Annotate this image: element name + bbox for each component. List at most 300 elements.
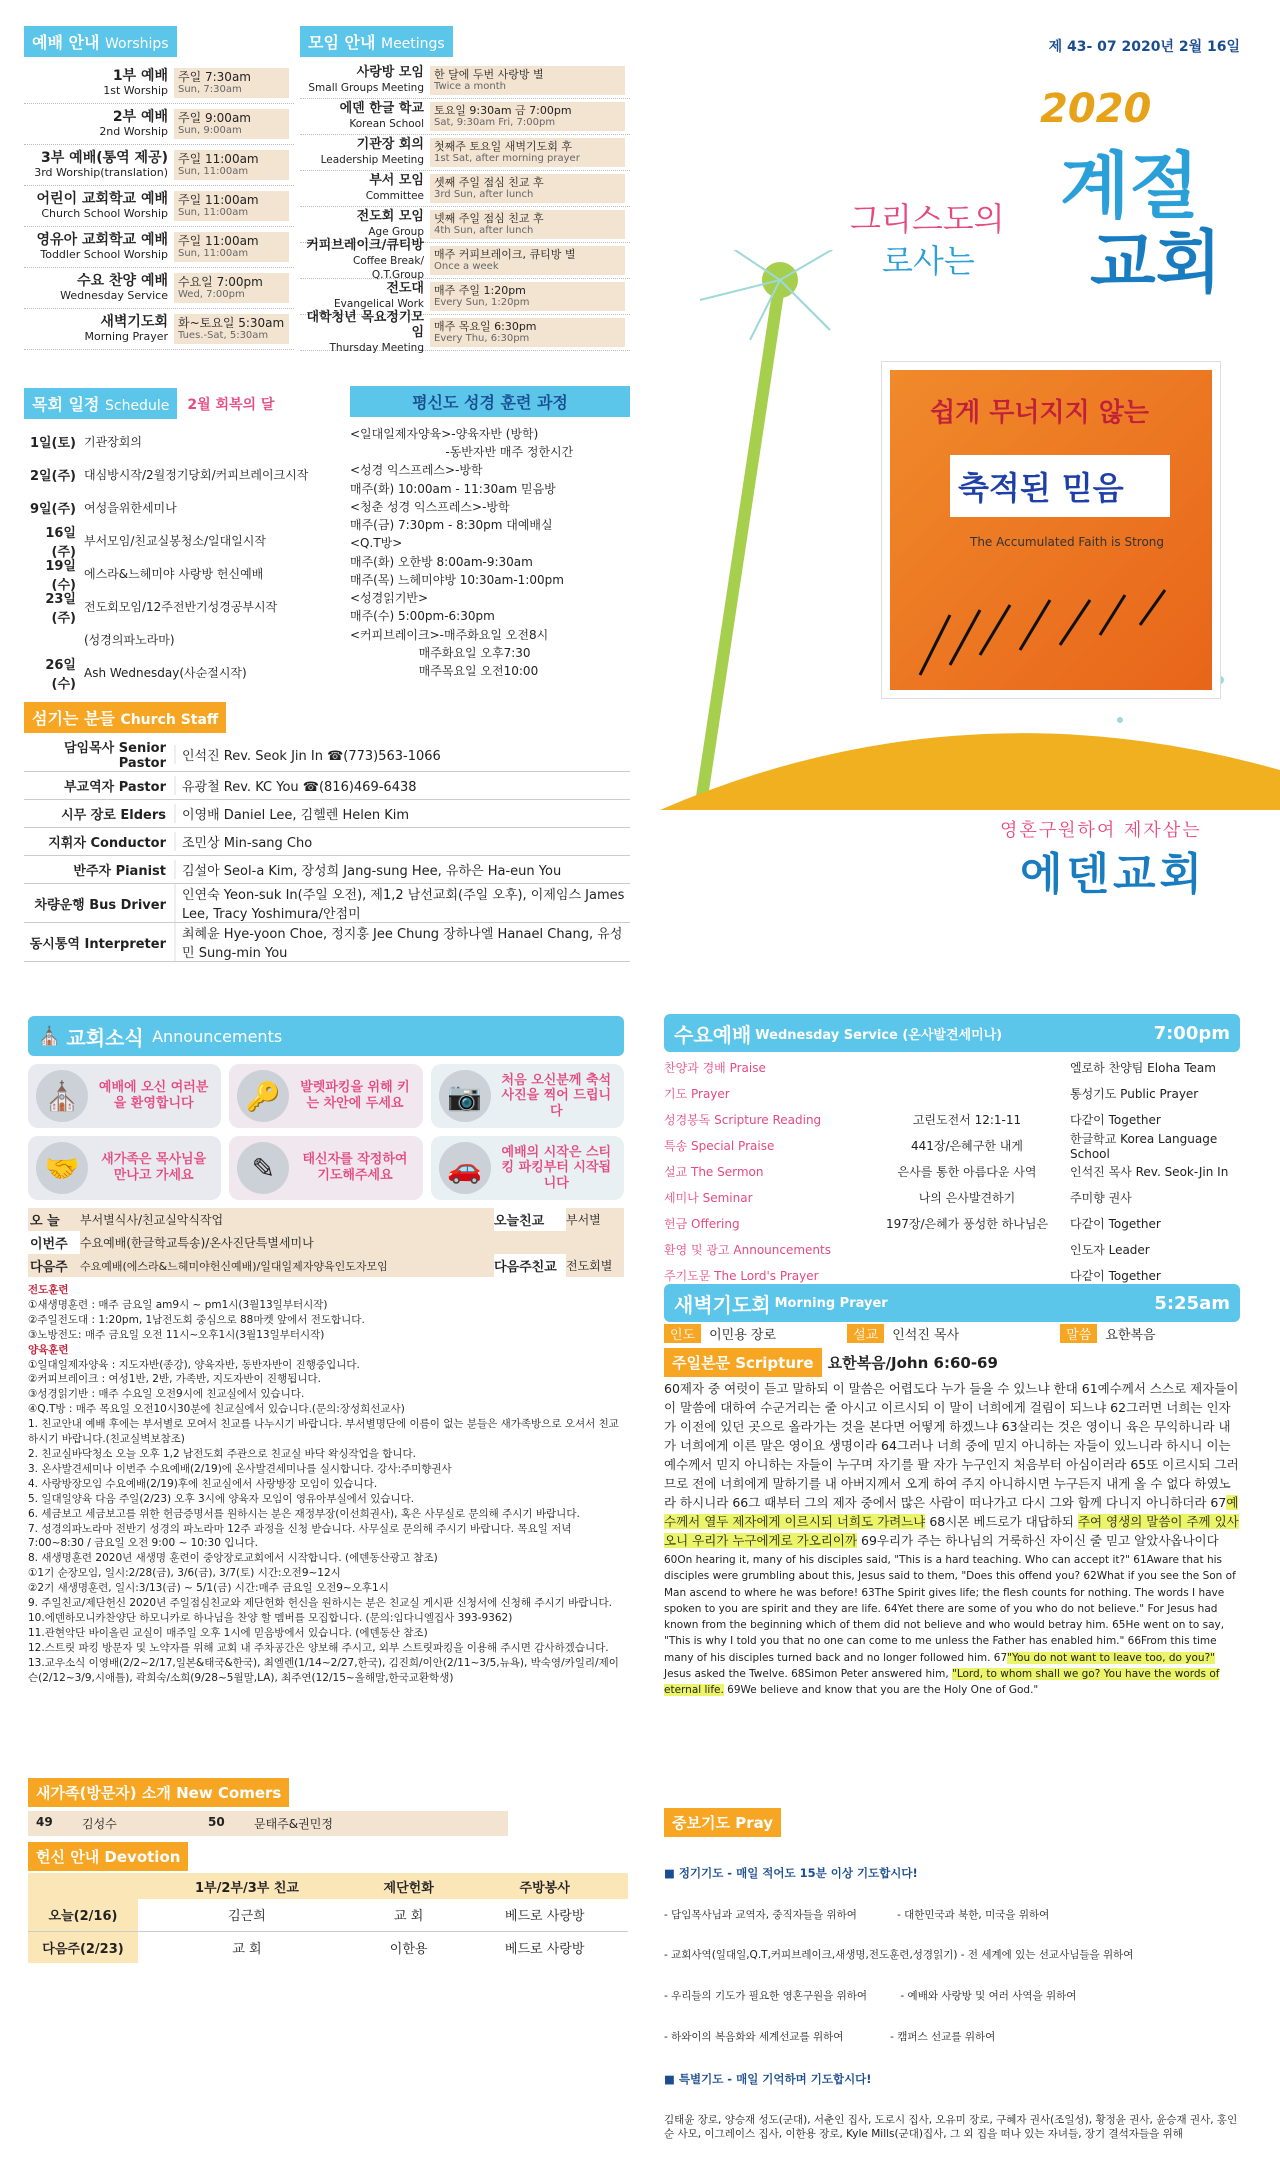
notice-line: ④Q.T방 : 매주 목요일 오전10시30분에 친교실에서 있습니다.(문의:장성희선교사) <box>28 1403 405 1416</box>
meeting-name <box>300 102 430 131</box>
staff-header: 섬기는 분들 Church Staff <box>24 702 226 733</box>
wednesday-leader: 엘로하 찬양팀 Eloha Team <box>1070 1060 1216 1075</box>
worship-time <box>174 232 289 262</box>
prayer-regular-title: ■ 정기기도 - 매일 적어도 15분 이상 기도합시다! <box>664 1866 918 1881</box>
meeting-time-ko: 토요일 9:30am 금 7:00pm <box>434 103 572 117</box>
meeting-time-en: Every Thu, 6:30pm <box>434 333 530 345</box>
staff-role: 시무 장로 Elders <box>61 808 166 823</box>
training-line: <Q.T방> <box>350 536 403 551</box>
wednesday-content: 은사를 통한 아름다운 사역 <box>897 1164 1037 1179</box>
phone: (808)739-1004 <box>830 906 1092 922</box>
staff-row <box>24 884 630 923</box>
meeting-name-ko: 에덴 한글 학교 <box>339 101 424 117</box>
announce-text: 발렛파킹을 위해 키는 차안에 두세요 <box>300 1080 410 1111</box>
worship-name <box>24 109 174 139</box>
devotion-cell: 교 회 <box>394 1909 424 1925</box>
worship-name <box>24 150 174 180</box>
devotion-header: 헌신 안내 Devotion <box>28 1842 188 1871</box>
worship-name <box>24 273 174 303</box>
worship-time <box>174 68 289 98</box>
issue-date: 제 43- 07 2020년 2월 16일 <box>1048 39 1240 55</box>
scripture-korean: 60제자 중 여럿이 듣고 말하되 이 말씀은 어렵도다 누가 들을 수 있느냐 한대 61예수께서 스스로 제자들이 이 말씀에 대하여 수군거리는 줄 아시고 이르시되 이 말이 너희에게 걸림이 되느냐 62그러면 너희는 인자가 이전에 있던 곳으로 올라가는 것을 본다면 어떻게 하겠느냐 63살리는 것은 영이니 육은 무익하니라 내가 너희에게 이른 말은 영이요 생명이라 64그러나 너희 중에 믿지 아니하는 자들이 있느니라 하시니 이는 예수께서 믿지 아니하는 자들이 누구며 자기를 팔 자가 누구인지 처음부터 아심이러라 65또 이르시되 그러므로 전에 너희에게 말하기를 내 아버지께서 오게 하여 주지 아니하시면 누구든지 내게 올 수 없다 하였노라 하시니라 66그 때부터 그의 제자 중에서 많은 사람이 떠나가고 다시 그와 함께 다니지 아니하더라 67예수께서 열두 제자에게 이르시되 너희도 가려느냐 68시몬 베드로가 대답하되 주여 영생의 말씀이 주께 있사오니 우리가 누구에게로 가오리이까 69우리가 주는 하나님의 거룩하신 자이신 줄 믿고 알았사옵나이다 <box>664 1381 1239 1548</box>
devotion-cell: 김근희 <box>228 1909 266 1925</box>
notice-line: 13.교우소식 이영배(2/2~2/17,일본&태국&한국), 최엘렌(1/14~2/27,한국), 김진희/이안(2/11~3/5,뉴욕), 박숙영/카일리/제이슨(2/12~3/9,시애틀), 곽희숙/소희(9/28~5월말,LA), 최주연(12/15~올해말,한국교환학생) <box>28 1656 619 1684</box>
training-line: -동반자반 매주 정한시간 <box>350 445 574 460</box>
website[interactable]: www.hawaiiedenchurch.org <box>830 958 1095 975</box>
training-line: <청춘 성경 익스프레스>-방학 <box>350 499 510 514</box>
announce-text: 새가족은 목사님을 만나고 가세요 <box>101 1152 207 1183</box>
notice-line: 3. 온사발견세미나 이번주 수요예배(2/19)에 온사발견세미나를 실시합니다. 강사:주미향권사 <box>28 1462 452 1475</box>
staff-role: 반주자 Pianist <box>73 864 166 879</box>
worship-name-ko: 1부 예배 <box>112 68 168 85</box>
wednesday-item: 기도 Prayer <box>664 1086 730 1101</box>
sermon-book-cover <box>882 362 1220 698</box>
meeting-name-ko: 전도대 <box>386 281 424 297</box>
worship-row <box>24 309 294 350</box>
prayer-line: 김태윤 장로, 양승재 성도(군대), 서춘인 집사, 도로시 집사, 오유미 장로, 구혜자 권사(조일성), 황정윤 권사, 윤승재 권사, 홍인순 사모, 이그레이스 집사, 이한용 장로, Kyle Mills(군대)집사, 그 외 집을 떠나 있는 자녀들, 장기 결석자들을 위해 <box>664 2114 1238 2141</box>
newcomer-number: 50 <box>208 1815 225 1829</box>
training-line: 매주(화) 오한방 8:00am-9:30am <box>350 554 533 569</box>
schedule-row <box>24 524 354 560</box>
handshake-icon: 🤝 <box>36 1142 88 1194</box>
meeting-time-en: Every Sun, 1:20pm <box>434 297 530 309</box>
schedule-section <box>24 388 354 692</box>
worship-time-en: Sun, 11:00am <box>178 248 249 260</box>
wednesday-item: 성경봉독 Scripture Reading <box>664 1112 822 1127</box>
staff-row <box>24 856 630 884</box>
scripture-section <box>664 1348 1240 1698</box>
wednesday-leader: 다같이 Together <box>1070 1268 1161 1283</box>
next-fellowship-label: 다음주친교 <box>494 1254 566 1277</box>
staff-role: 지휘자 Conductor <box>48 836 166 851</box>
wednesday-item: 세미나 Seminar <box>664 1190 753 1205</box>
key-icon: 🔑 <box>237 1070 289 1122</box>
worship-header: 예배 안내 Worships <box>24 26 177 57</box>
meeting-time <box>430 174 625 203</box>
training-section <box>350 386 630 680</box>
notice-line: 5. 일대일양육 다음 주일(2/23) 오후 3시에 양육자 모임이 영유아부실에서 있습니다. <box>28 1492 415 1505</box>
newcomer-number: 49 <box>36 1815 53 1829</box>
worship-time <box>174 191 289 221</box>
worship-name-en: Church School Worship <box>41 207 168 221</box>
eden-logo: eden <box>700 900 825 954</box>
training-line: <커피브레이크>-매주화요일 오전8시 <box>350 627 549 642</box>
worship-time-en: Wed, 7:00pm <box>178 289 245 301</box>
meetings-header: 모임 안내 Meetings <box>300 26 453 57</box>
notice-line: 양육훈련 <box>28 1343 69 1356</box>
morning-prayer-header: 새벽기도회 Morning Prayer 5:25am <box>664 1284 1240 1322</box>
meeting-time <box>430 210 625 239</box>
devotion-row-date: 다음주(2/23) <box>28 1931 138 1963</box>
sermon-label: 설교 <box>847 1324 884 1343</box>
meeting-name-en: Committee <box>365 190 424 203</box>
meeting-name-en: Thursday Meeting <box>329 341 424 354</box>
meeting-time-ko: 셋째 주일 점심 친교 후 <box>434 175 544 189</box>
today-fellowship: 부서별 <box>566 1213 601 1227</box>
announcements-section <box>28 1016 624 1685</box>
meeting-name <box>300 239 430 282</box>
book-subtitle: The Accumulated Faith is Strong <box>970 535 1165 549</box>
worship-row <box>24 227 294 268</box>
meeting-time-en: 1st Sat, after morning prayer <box>434 153 580 165</box>
schedule-date: 9일(주) <box>29 502 76 517</box>
worship-name-en: 2nd Worship <box>99 125 168 139</box>
book-title-main: 축적된 믿음 <box>950 455 1170 517</box>
worship-time-en: Sun, 7:30am <box>178 84 242 96</box>
church-icon: ⛪ <box>36 1070 88 1122</box>
worship-row <box>24 268 294 309</box>
worship-name <box>24 232 174 262</box>
wednesday-section <box>664 1014 1240 1288</box>
worship-name-ko: 2부 예배 <box>112 109 168 126</box>
meeting-time-en: Once a week <box>434 261 499 273</box>
leader-label: 인도 <box>664 1324 701 1343</box>
morning-text: 요한복음 <box>1105 1328 1156 1343</box>
worship-time-ko: 주일 11:00am <box>178 233 259 248</box>
meeting-row <box>300 99 630 135</box>
church-title-bottom: 교회 <box>1090 224 1222 303</box>
wednesday-row <box>664 1184 1240 1210</box>
notice-line: 10.에덴하모니카찬양단 하모니카로 하나님을 찬양 할 멤버를 모집합니다. (문의:임다니엘집사 393-9362) <box>28 1611 513 1624</box>
training-line: 매주(수) 5:00pm-6:30pm <box>350 609 495 624</box>
announce-card <box>229 1136 422 1200</box>
announce-card <box>431 1136 624 1200</box>
meeting-name-ko: 커피브레이크/큐티방 <box>306 238 424 254</box>
wednesday-leader: 주미향 권사 <box>1070 1190 1132 1205</box>
worship-name <box>24 314 174 344</box>
notice-line: ①일대일제자양육 : 지도자반(종강), 양육자반, 동반자반이 진행중입니다. <box>28 1358 360 1371</box>
today-value: 부서별식사/친교실악식작업 <box>80 1213 224 1227</box>
devotion-row-date: 오늘(2/16) <box>28 1899 138 1931</box>
contact-block <box>830 906 1170 976</box>
wednesday-leader: 한글학교 Korea Language School <box>1070 1131 1218 1161</box>
tagline: 영혼구원하여 제자삼는 <box>1000 820 1202 841</box>
announcements-header: ⛪ 교회소식 Announcements <box>28 1016 624 1056</box>
staff-role: 부교역자 Pastor <box>63 780 166 795</box>
staff-name: 이영배 Daniel Lee, 김헬렌 Helen Kim <box>174 804 630 823</box>
prayer-line: - 우리들의 기도가 필요한 영혼구원을 위하여 - 예배와 사랑방 및 여러 사역을 위하여 <box>664 1990 1077 2003</box>
worship-name-ko: 새벽기도회 <box>100 314 168 331</box>
year: 2020 <box>1040 86 1152 132</box>
staff-name: 인연숙 Yeon-suk In(주일 오전), 제1,2 남선교회(주일 오후), 이제임스 James Lee, Tracy Yoshimura/안점미 <box>174 884 630 922</box>
schedule-row <box>24 590 354 626</box>
eden-small-logo: ⛪ <box>38 1025 61 1047</box>
wednesday-item: 설교 The Sermon <box>664 1164 764 1179</box>
announce-text: 예배에 오신 여러분을 환영합니다 <box>98 1080 209 1111</box>
wednesday-leader: 인석진 목사 Rev. Seok-Jin In <box>1070 1164 1229 1179</box>
wednesday-leader: 통성기도 Public Prayer <box>1070 1086 1199 1101</box>
slogan-line1: 그리스도의 <box>850 200 1005 238</box>
schedule-event: 부서모임/친교실봉청소/일대일시작 <box>84 534 266 548</box>
wednesday-leader: 인도자 Leader <box>1070 1242 1150 1257</box>
worship-time <box>174 273 289 303</box>
worship-name-en: Toddler School Worship <box>40 248 168 262</box>
schedule-event: (성경의파노라마) <box>84 633 175 647</box>
worship-row <box>24 145 294 186</box>
worship-row <box>24 186 294 227</box>
newcomers-section <box>28 1778 628 1836</box>
meeting-name-en: Evangelical Work <box>334 298 424 311</box>
devotion-cell: 베드로 사랑방 <box>504 1909 585 1925</box>
notice-line: 2. 친교실바닥청소 오늘 오후 1,2 남전도회 주관으로 친교실 바닥 왁싱작업을 합니다. <box>28 1447 417 1460</box>
meeting-time-en: 3rd Sun, after lunch <box>434 189 534 201</box>
today-label: 오 늘 <box>30 1214 60 1229</box>
notice-line: ②커피브레이크 : 여성1반, 2반, 가족반, 지도자반이 진행됩니다. <box>28 1373 321 1386</box>
meeting-name <box>300 210 430 239</box>
worship-time-en: Tues.-Sat, 5:30am <box>178 330 269 342</box>
schedule-row <box>24 491 354 524</box>
camera-icon: 📷 <box>439 1070 491 1122</box>
worship-time-en: Sun, 11:00am <box>178 166 249 178</box>
prayer-line: - 담임목사님과 교역자, 중직자들을 위하여 - 대한민국과 북한, 미국을 위하여 <box>664 1908 1050 1921</box>
staff-role: 동시통역 Interpreter <box>29 936 166 952</box>
meeting-time <box>430 102 625 131</box>
training-line: <성경 익스프레스>-방학 <box>350 463 483 478</box>
schedule-row <box>24 623 354 656</box>
training-line: 매주목요일 오전10:00 <box>350 664 539 679</box>
worship-time-ko: 주일 11:00am <box>178 192 259 207</box>
meeting-row <box>300 238 630 281</box>
meeting-time-ko: 매주 커피브레이크, 큐티방 별 <box>434 247 576 261</box>
staff-name: 김설아 Seol-a Kim, 장성희 Jang-sung Hee, 유하은 Ha-eun You <box>174 860 630 879</box>
notice-line: 11.관현악단 바이올린 교실이 매주일 오후 1시에 믿음방에서 있습니다. (에덴동산 참조) <box>28 1626 428 1639</box>
devotion-col: 제단헌화 <box>383 1880 434 1896</box>
meeting-name-en: Age Group <box>368 226 424 239</box>
worship-name-ko: 3부 예배(통역 제공) <box>41 150 168 167</box>
worship-name-en: 1st Worship <box>103 84 168 98</box>
devotion-col: 1부/2부/3부 친교 <box>195 1880 299 1896</box>
worship-name-ko: 수요 찬양 예배 <box>77 273 168 290</box>
devotion-section <box>28 1842 628 1963</box>
schedule-row <box>24 425 354 458</box>
staff-row <box>24 828 630 856</box>
training-line: 매주(화) 10:00am - 11:30am 믿음방 <box>350 481 556 496</box>
next-label: 다음주 <box>30 1260 68 1275</box>
prayer-special-title: ■ 특별기도 - 매일 기억하며 기도합시다! <box>664 2072 872 2087</box>
training-line: 매주(목) 느헤미야방 10:30am-1:00pm <box>350 572 564 587</box>
next-value: 수요예배(에스라&느헤미야헌신예배)/일대일제자양육인도자모임 <box>80 1259 388 1273</box>
announce-text: 태신자를 작정하여 기도해주세요 <box>302 1152 408 1183</box>
wednesday-item: 특송 Special Praise <box>664 1138 775 1153</box>
worship-name-en: 3rd Worship(translation) <box>34 166 168 180</box>
meeting-name-en: Small Groups Meeting <box>308 82 424 95</box>
notice-line: ①1기 순장모임, 일시:2/28(금), 3/6(금), 3/7(토) 시간:오전9~12시 <box>28 1567 341 1580</box>
prayer-section <box>664 1808 1240 2169</box>
meeting-name-ko: 기관장 회의 <box>356 137 424 153</box>
pen-icon: ✎ <box>237 1142 289 1194</box>
meetings-section <box>300 26 630 354</box>
schedule-event: Ash Wednesday(사순절시작) <box>84 666 247 680</box>
notice-line: 전도훈련 <box>28 1284 69 1296</box>
scripture-header: 주일본문 Scripture <box>664 1348 822 1377</box>
staff-role: 담임목사 Senior Pastor <box>64 741 166 771</box>
text-label: 말씀 <box>1060 1324 1097 1343</box>
today-fellowship-label: 오늘친교 <box>494 1208 566 1231</box>
notice-line: 9. 주일친교/제단헌신 2020년 주일점심친교와 제단헌화 헌신을 원하시는 분은 친교실 게시판 신청서에 신청해 주시기 바랍니다. <box>28 1597 613 1610</box>
schedule-row <box>24 557 354 593</box>
training-line: <일대일제자양육>-양육자반 (방학) <box>350 427 539 441</box>
schedule-event: 에스라&느헤미야 사랑방 헌신예배 <box>84 567 264 581</box>
announce-card <box>229 1064 422 1128</box>
notice-line: ③성경읽기반 : 매주 수요일 오전9시에 친교실에서 있습니다. <box>28 1388 305 1401</box>
meeting-row <box>300 171 630 207</box>
scripture-english: 60On hearing it, many of his disciples said, "This is a hard teaching. Who can accept it?" 61Aware that his disciples were grumbling about this, Jesus said to them, "Does this offend you? 62What if you see the Son of Man ascend to where he was before! 63The Spirit gives life; the flesh counts for nothing. The words I have spoken to you are spirit and they are life. 64Yet there are some of you who do not believe." For Jesus had known from the beginning which of them did not believe and who would betray him. 65He went on to say, "This is why I told you that no one can come to me unless the Father has enabled him." 66From this time many of his disciples turned back and no longer followed him. 67"You do not want to leave too, do you?" Jesus asked the Twelve. 68Simon Peter answered him, "Lord, to whom shall we go? You have the words of eternal life. 69We believe and know that you are the Holy One of God." <box>664 1554 1236 1697</box>
worship-time <box>174 150 289 180</box>
wednesday-header: 수요예배 Wednesday Service (온사발견세미나) 7:00pm <box>664 1014 1240 1052</box>
meeting-name <box>300 138 430 167</box>
wednesday-item: 찬양과 경배 Praise <box>664 1060 766 1075</box>
staff-row <box>24 737 630 772</box>
worship-name-en: Wednesday Service <box>60 289 168 303</box>
worship-time <box>174 314 289 344</box>
schedule-event: 대심방시작/2월정기당회/커피브레이크시작 <box>84 468 309 482</box>
schedule-month: 2월 회복의 달 <box>187 396 275 413</box>
worship-time-ko: 주일 9:00am <box>178 110 251 125</box>
announce-text: 예배의 시작은 스티킹 파킹부터 시작됩니다 <box>501 1144 612 1191</box>
newcomers-header: 새가족(방문자) 소개 New Comers <box>28 1778 289 1807</box>
schedule-date: 23일(주) <box>45 591 76 626</box>
training-line: 매주(금) 7:30pm - 8:30pm 대예배실 <box>350 518 553 533</box>
meeting-time-ko: 한 달에 두번 사랑방 별 <box>434 67 544 81</box>
preacher: 인석진 목사 <box>892 1328 960 1343</box>
book-title: 쉽게 무너지지 않는 <box>930 398 1150 428</box>
wednesday-row <box>664 1054 1240 1080</box>
notice-line: 12.스트릿 파킹 방문자 및 노약자를 위해 교회 내 주차공간은 양보해 주시고, 외부 스트릿파킹을 이용해 주시면 감사하겠습니다. <box>28 1641 609 1654</box>
staff-row <box>24 772 630 800</box>
week-value: 수요예배(한글학교특송)/온사진단특별세미나 <box>80 1231 624 1254</box>
announce-table <box>28 1208 624 1277</box>
schedule-date: 26일(수) <box>45 657 76 692</box>
devotion-cell: 베드로 사랑방 <box>504 1941 585 1957</box>
devotion-table <box>28 1873 628 1963</box>
meeting-time-en: Sat, 9:30am Fri, 7:00pm <box>434 117 556 129</box>
meeting-time-ko: 매주 목요일 6:30pm <box>434 319 537 333</box>
church-name: 에덴교회 <box>1020 849 1207 900</box>
email[interactable]: hawaiiedenchurch@gmail.com <box>830 941 1123 957</box>
staff-role: 차량운행 Bus Driver <box>34 897 166 913</box>
devotion-col: 주방봉사 <box>519 1880 570 1896</box>
schedule-row <box>24 458 354 491</box>
wednesday-item: 헌금 Offering <box>664 1216 740 1231</box>
worship-time-en: Sun, 11:00am <box>178 207 249 219</box>
worship-time-ko: 화~토요일 5:30am <box>178 315 285 330</box>
worship-name-ko: 어린이 교회학교 예배 <box>36 191 168 208</box>
schedule-event: 전도회모임/12주전반기성경공부시작 <box>84 600 278 614</box>
meeting-name-en: Korean School <box>349 118 424 131</box>
announce-card <box>28 1064 221 1128</box>
training-line: <성경읽기반> <box>350 591 429 606</box>
meeting-time <box>430 66 625 95</box>
wednesday-content: 나의 은사발견하기 <box>918 1190 1016 1205</box>
meeting-name-en: Coffee Break/ Q.T.Group <box>352 255 424 281</box>
wednesday-leader: 다같이 Together <box>1070 1112 1161 1127</box>
wednesday-row <box>664 1080 1240 1106</box>
schedule-date: 19일(수) <box>45 558 76 593</box>
wednesday-row <box>664 1158 1240 1184</box>
announce-text: 처음 오신분께 축석사진을 찍어 드립니다 <box>501 1072 612 1119</box>
wednesday-leader: 다같이 Together <box>1070 1216 1161 1231</box>
worship-section <box>24 26 294 350</box>
notice-line: 1. 친교안내 예배 후에는 부서별로 모여서 친교를 나누시기 바랍니다. 부서별명단에 이름이 없는 분들은 새가족방으로 오셔서 친교하시기 바랍니다.(친교실벽보참조) <box>28 1418 619 1446</box>
meeting-time-en: 4th Sun, after lunch <box>434 225 534 237</box>
meeting-time-en: Twice a month <box>434 81 507 93</box>
scripture-ref: 요한복음/John 6:60-69 <box>827 1354 998 1372</box>
meeting-time <box>430 318 625 347</box>
wednesday-content: 197장/은혜가 풍성한 하나님은 <box>885 1216 1049 1231</box>
meeting-name-ko: 전도회 모임 <box>356 209 424 225</box>
training-line: 매주화요일 오후7:30 <box>350 645 531 660</box>
staff-name: 최혜윤 Hye-yoon Choe, 정지훙 Jee Chung 장하나엘 Hanael Chang, 유성민 Sung-min You <box>174 923 630 961</box>
devotion-cell: 이한용 <box>389 1941 428 1957</box>
meeting-time-ko: 넷째 주일 점심 친교 후 <box>434 211 544 225</box>
worship-name-ko: 영유아 교회학교 예배 <box>36 232 168 249</box>
worship-time-en: Sun, 9:00am <box>178 125 242 137</box>
wednesday-item: 환영 및 광고 Announcements <box>664 1242 831 1257</box>
staff-name: 유광철 Rev. KC You ☎(816)469-6438 <box>174 776 630 795</box>
meeting-name-ko: 대학청년 목요정기모임 <box>306 309 424 340</box>
meeting-time <box>430 282 625 311</box>
prayer-line: - 교회사역(일대일,Q.T,커피브레이크,새생명,전도훈련,성경읽기) - 전 세계에 있는 선교사님들을 위하여 <box>664 1949 1134 1962</box>
worship-name <box>24 68 174 98</box>
meeting-time-ko: 첫째주 토요일 새벽기도회 후 <box>434 139 573 153</box>
schedule-event: 여성을위한세미나 <box>84 501 177 515</box>
meeting-name <box>300 311 430 355</box>
notice-line: ②주일전도대 : 1:20pm, 1남전도회 중심으로 88마켓 앞에서 전도합니다. <box>28 1313 365 1326</box>
car-icon: 🚗 <box>439 1142 491 1194</box>
leader: 이민용 장로 <box>709 1328 777 1343</box>
worship-time <box>174 109 289 139</box>
notice-line: ③노방전도: 매주 금요일 오전 11시~오후1시(3월13일부터시작) <box>28 1328 325 1341</box>
devotion-cell: 교 회 <box>232 1941 262 1957</box>
announce-card <box>431 1064 624 1128</box>
notice-line: ②2기 새생명훈련, 일시:3/13(금) ~ 5/1(금) 시간:매주 금요일 오전9~오후1시 <box>28 1582 389 1595</box>
meeting-time-ko: 매주 주일 1:20pm <box>434 283 526 297</box>
worship-time-ko: 주일 7:30am <box>178 69 251 84</box>
worship-time-ko: 수요일 7:00pm <box>178 274 263 289</box>
meeting-row <box>300 309 630 354</box>
meeting-time <box>430 138 625 167</box>
training-header: 평신도 성경 훈련 과정 <box>350 386 630 417</box>
worship-row <box>24 104 294 145</box>
announce-card <box>28 1136 221 1200</box>
schedule-event: 기관장회의 <box>84 435 142 449</box>
wednesday-row <box>664 1210 1240 1236</box>
worship-time-ko: 주일 11:00am <box>178 151 259 166</box>
schedule-date: 2일(주) <box>29 469 76 484</box>
schedule-date: 1일(토) <box>29 436 76 451</box>
notice-line: 7. 성경의파노라마 전반기 성경의 파노라마 12주 과정을 신청 받습니다. 사무실로 문의해 주시기 바랍니다. 목요일 저녁 7:00~8:30 / 금요일 오전 9:00 ~ 10:30 입니다. <box>28 1522 572 1550</box>
meeting-row <box>300 135 630 171</box>
church-title-top: 계절 <box>1060 144 1200 228</box>
staff-section <box>24 702 630 962</box>
address: 1053 6th Ave., Honolulu, HI 96816 <box>830 923 1171 940</box>
notice-line: ①새생명훈련 : 매주 금요일 am9시 ~ pm1시(3월13일부터시작) <box>28 1298 328 1311</box>
slogan-line2: 로사는 <box>882 242 975 280</box>
staff-row <box>24 800 630 828</box>
notice-line: 8. 새생명훈련 2020년 새생명 훈련이 중앙장로교회에서 시작합니다. (에덴동산광고 참조) <box>28 1552 438 1565</box>
prayer-header: 중보기도 Pray <box>664 1808 781 1837</box>
notice-line: 6. 세금보고 세금보고를 위한 헌금증명서를 원하시는 분은 재정부장(이선희권사), 혹은 사무실로 문의해 주시기 바랍니다. <box>28 1507 580 1520</box>
meeting-time <box>430 246 625 275</box>
newcomer-name: 김성수 <box>82 1817 117 1831</box>
meeting-name-en: Leadership Meeting <box>320 154 424 167</box>
meeting-name <box>300 66 430 95</box>
wednesday-row <box>664 1106 1240 1132</box>
worship-name <box>24 191 174 221</box>
meeting-name-ko: 사랑방 모임 <box>356 65 424 81</box>
cover-art <box>660 0 1280 990</box>
prayer-line: - 하와이의 복음화와 세계선교를 위하여 - 캠퍼스 선교를 위하여 <box>664 2031 996 2044</box>
